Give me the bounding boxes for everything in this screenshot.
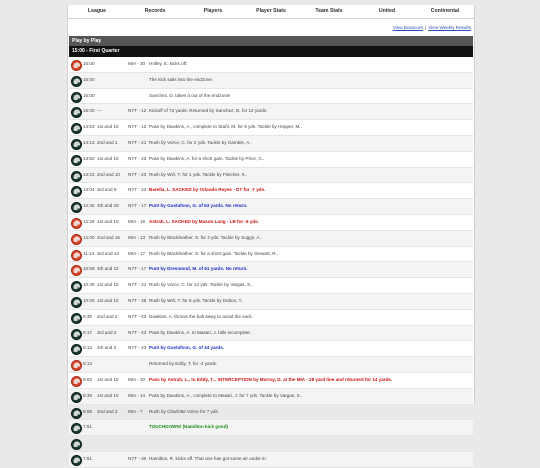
result-links [393,25,471,30]
play-row [69,341,473,357]
play-spot: NYT - 12 [128,108,147,114]
play-description: Sanchez, D. takes it out of the endzone! [149,92,231,98]
play-time: 15:00 [83,76,95,82]
play-row [69,136,473,152]
team-helmet-icon [71,297,82,308]
play-row [69,231,473,247]
play-row [69,452,473,468]
play-spot: NYT - 21 [128,139,147,145]
play-down: 4th and 16 [97,203,119,209]
play-down: 1st and 10 [97,297,119,303]
play-spot: NYT - 43 [128,345,147,351]
play-description: Dawkins, A. throws the ball away to avoid the sack. [149,313,253,319]
play-time: 9:13 [83,345,92,351]
play-time: 11:14 [83,250,95,256]
play-description: Punt by Gustafson, G. of 34 yards. [149,345,225,351]
play-down: 1st and 10 [97,124,119,130]
play-time: 10:06 [83,297,95,303]
team-helmet-icon [71,313,82,324]
play-time: 8:39 [83,392,92,398]
play-description: The kick sails into the endzone. [149,76,214,82]
play-down: 3rd and 9 [97,187,117,193]
play-description: Rush by Charlotte Vorce for 7 yds. [149,408,219,414]
play-description: Pass by Dawkins, A. to Masari, J. falls incomplete. [149,329,252,335]
play-description: TOUCHDOWN! (Hamilton kick good) [149,424,229,430]
play-down: 3rd and 12 [97,250,119,256]
play-time: 12:35 [83,203,95,209]
team-helmet-icon [71,329,82,340]
play-description: Pass by Dawkins, A., complete to Masari, J. for 7 yds. Tackle by Vargas, S.. [149,392,303,398]
team-helmet-icon [71,439,82,450]
play-list [69,57,473,468]
play-row [69,326,473,342]
play-time: 9:03 [83,376,92,382]
team-helmet-icon [71,265,82,276]
play-row [69,199,473,215]
play-time: 14:53 [83,124,95,130]
page-container [67,5,475,461]
play-time: 14:13 [83,139,95,145]
play-spot: NYT - 30 [128,455,147,461]
play-time: 9:17 [83,329,92,335]
play-time: 15:00 [83,108,95,114]
play-time: 8:08 [83,408,92,414]
play-row [69,120,473,136]
nav-records[interactable]: Records [144,8,166,14]
team-helmet-icon [71,234,82,245]
play-time: 12:29 [83,218,95,224]
play-description: Rush by Vorce, C. for 2 yds. Tackle by Gamble, A.. [149,139,252,145]
team-helmet-icon [71,107,82,118]
play-spot: NYT - 23 [128,171,147,177]
team-helmet-icon [71,408,82,419]
play-description: Holley, E. kicks off. [149,61,188,66]
team-helmet-icon [71,376,82,387]
play-down: 4th and 2 [97,345,117,351]
play-spot: NYT - 35 [128,297,147,303]
play-down: 1st and 10 [97,392,119,398]
play-row [69,405,473,421]
play-spot: MIA - 13 [128,234,146,240]
nav-team-stats[interactable]: Team Stats [315,8,343,14]
play-time: 13:04 [83,187,95,193]
play-spot: MIA - 17 [128,250,146,256]
play-row [69,278,473,294]
play-description: Pass by Dawkins, A., complete to Stahl, M. for 9 yds. Tackle by Hopper, M.. [149,124,302,130]
play-down: 3rd and 2 [97,329,117,335]
play-description: Punt by Gustafson, G. of 63 yards. No return. [149,203,248,209]
play-down: 4th and 12 [97,266,119,272]
play-down: 1st and 10 [97,282,119,288]
play-description: Punt by Dresmond, M. of 61 yards. No return. [149,266,248,272]
play-row [69,247,473,263]
team-helmet-icon [71,344,82,355]
team-helmet-icon [71,92,82,103]
play-description: Astrah, L. SACKED by Mason Lang - LB for -6 yds. [149,218,260,224]
play-time: 15:00 [83,92,95,98]
play-time: 13:23 [83,171,95,177]
team-helmet-icon [71,76,82,87]
play-down: 2nd and 16 [97,234,120,240]
play-description: Rush by Wirl, T. for 8 yds. Tackle by Dalton, T.. [149,297,244,303]
team-helmet-icon [71,218,82,229]
play-spot: MIA - 7 [128,408,143,414]
play-row [69,262,473,278]
play-spot: NYT - 24 [128,187,147,193]
team-helmet-icon [71,155,82,166]
play-row [69,373,473,389]
play-spot: NYT - 43 [128,329,147,335]
play-row [69,89,473,105]
play-spot: NYT - 43 [128,313,147,319]
team-helmet-icon [71,186,82,197]
play-row [69,436,473,452]
team-helmet-icon [71,392,82,403]
team-helmet-icon [71,423,82,434]
team-helmet-icon [71,455,82,466]
play-time: 7:51 [83,424,92,430]
play-row [69,357,473,373]
team-helmet-icon [71,139,82,150]
play-down: 1st and 10 [97,218,119,224]
nav-player-stats[interactable]: Player Stats [256,8,286,14]
play-description: Rush by Wirl, T. for 1 yds. Tackle by Fletcher, K.. [149,171,248,177]
nav-players[interactable]: Players [203,8,223,14]
play-row [69,152,473,168]
nav-continental[interactable]: Continental [430,8,460,14]
play-row [69,183,473,199]
play-time: 15:00 [83,61,95,66]
nav-united[interactable]: United [378,8,396,14]
play-time: 9:35 [83,313,92,319]
play-description: Barella, L. SACKED by Orlando Reyes - DT for -7 yds. [149,187,266,193]
play-description: Pass by Astrah, L., to Eddy, T... INTERCEPTION by Murray, D. at the MIA - 28 yard line and returned for 14 yards. [149,376,393,382]
play-description: Hamilton, R. kicks off. That one has got some air under it! [149,455,266,461]
play-spot: NYT - 17 [128,203,147,209]
play-down: 1st and 10 [97,155,119,161]
play-time: 9:13 [83,361,92,367]
team-helmet-icon [71,171,82,182]
play-spot: NYT - 12 [128,124,147,130]
play-row [69,389,473,405]
team-helmet-icon [71,60,82,71]
top-nav [68,5,474,19]
play-spot: MIA - 20 [128,376,146,382]
team-helmet-icon [71,123,82,134]
play-spot: MIA - 14 [128,392,146,398]
play-spot: MIA - 30 [128,61,146,66]
play-down: 2nd and 10 [97,171,120,177]
play-description: Pass by Dawkins, A. for a short gain. Tackle by Price, C.. [149,155,265,161]
play-down: --- [97,108,102,114]
nav-league[interactable]: League [87,8,107,14]
play-description: Rush by Blackfeather, S. for a short gain. Tackle by Stewart, R.. [149,250,279,256]
link-separator: | [425,25,427,30]
view-boxscore-link[interactable]: View Boxscore [392,25,424,30]
play-down: 2nd and 3 [97,408,118,414]
play-row [69,168,473,184]
team-helmet-icon [71,250,82,261]
play-row [69,420,473,436]
play-by-play-header: Play by Play [69,36,473,46]
play-row [69,104,473,120]
play-description: Kickoff of 73 yards. Returned by Sanchez, D. for 12 yards. [149,108,268,114]
play-time: 10:59 [83,266,95,272]
play-down: 2nd and 1 [97,139,118,145]
play-time: 13:50 [83,155,95,161]
play-time: 12:00 [83,234,95,240]
play-spot: NYT - 17 [128,266,147,272]
play-time: 10:49 [83,282,95,288]
play-row [69,310,473,326]
play-time: 7:51 [83,455,92,461]
team-helmet-icon [71,281,82,292]
play-description: Rush by Blackfeather, S. for 4 yds. Tackle by Suggs, A.. [149,234,263,240]
play-description: Rush by Vorce, C. for 14 yds. Tackle by Vargas, S.. [149,282,253,288]
play-down: 1st and 10 [97,376,119,382]
play-spot: NYT - 21 [128,282,147,288]
play-row [69,294,473,310]
play-spot: MIA - 19 [128,218,146,224]
play-spot: NYT - 23 [128,155,147,161]
view-weekly-results-link[interactable]: View Weekly Results [428,25,471,30]
play-row [69,57,473,73]
play-row [69,73,473,89]
quarter-header: 15:00 - First Quarter [69,46,473,57]
team-helmet-icon [71,202,82,213]
play-description: Returned by Eddy, T. for -2 yards. [149,361,218,367]
team-helmet-icon [71,360,82,371]
play-row [69,215,473,231]
play-down: 2nd and 2 [97,313,118,319]
